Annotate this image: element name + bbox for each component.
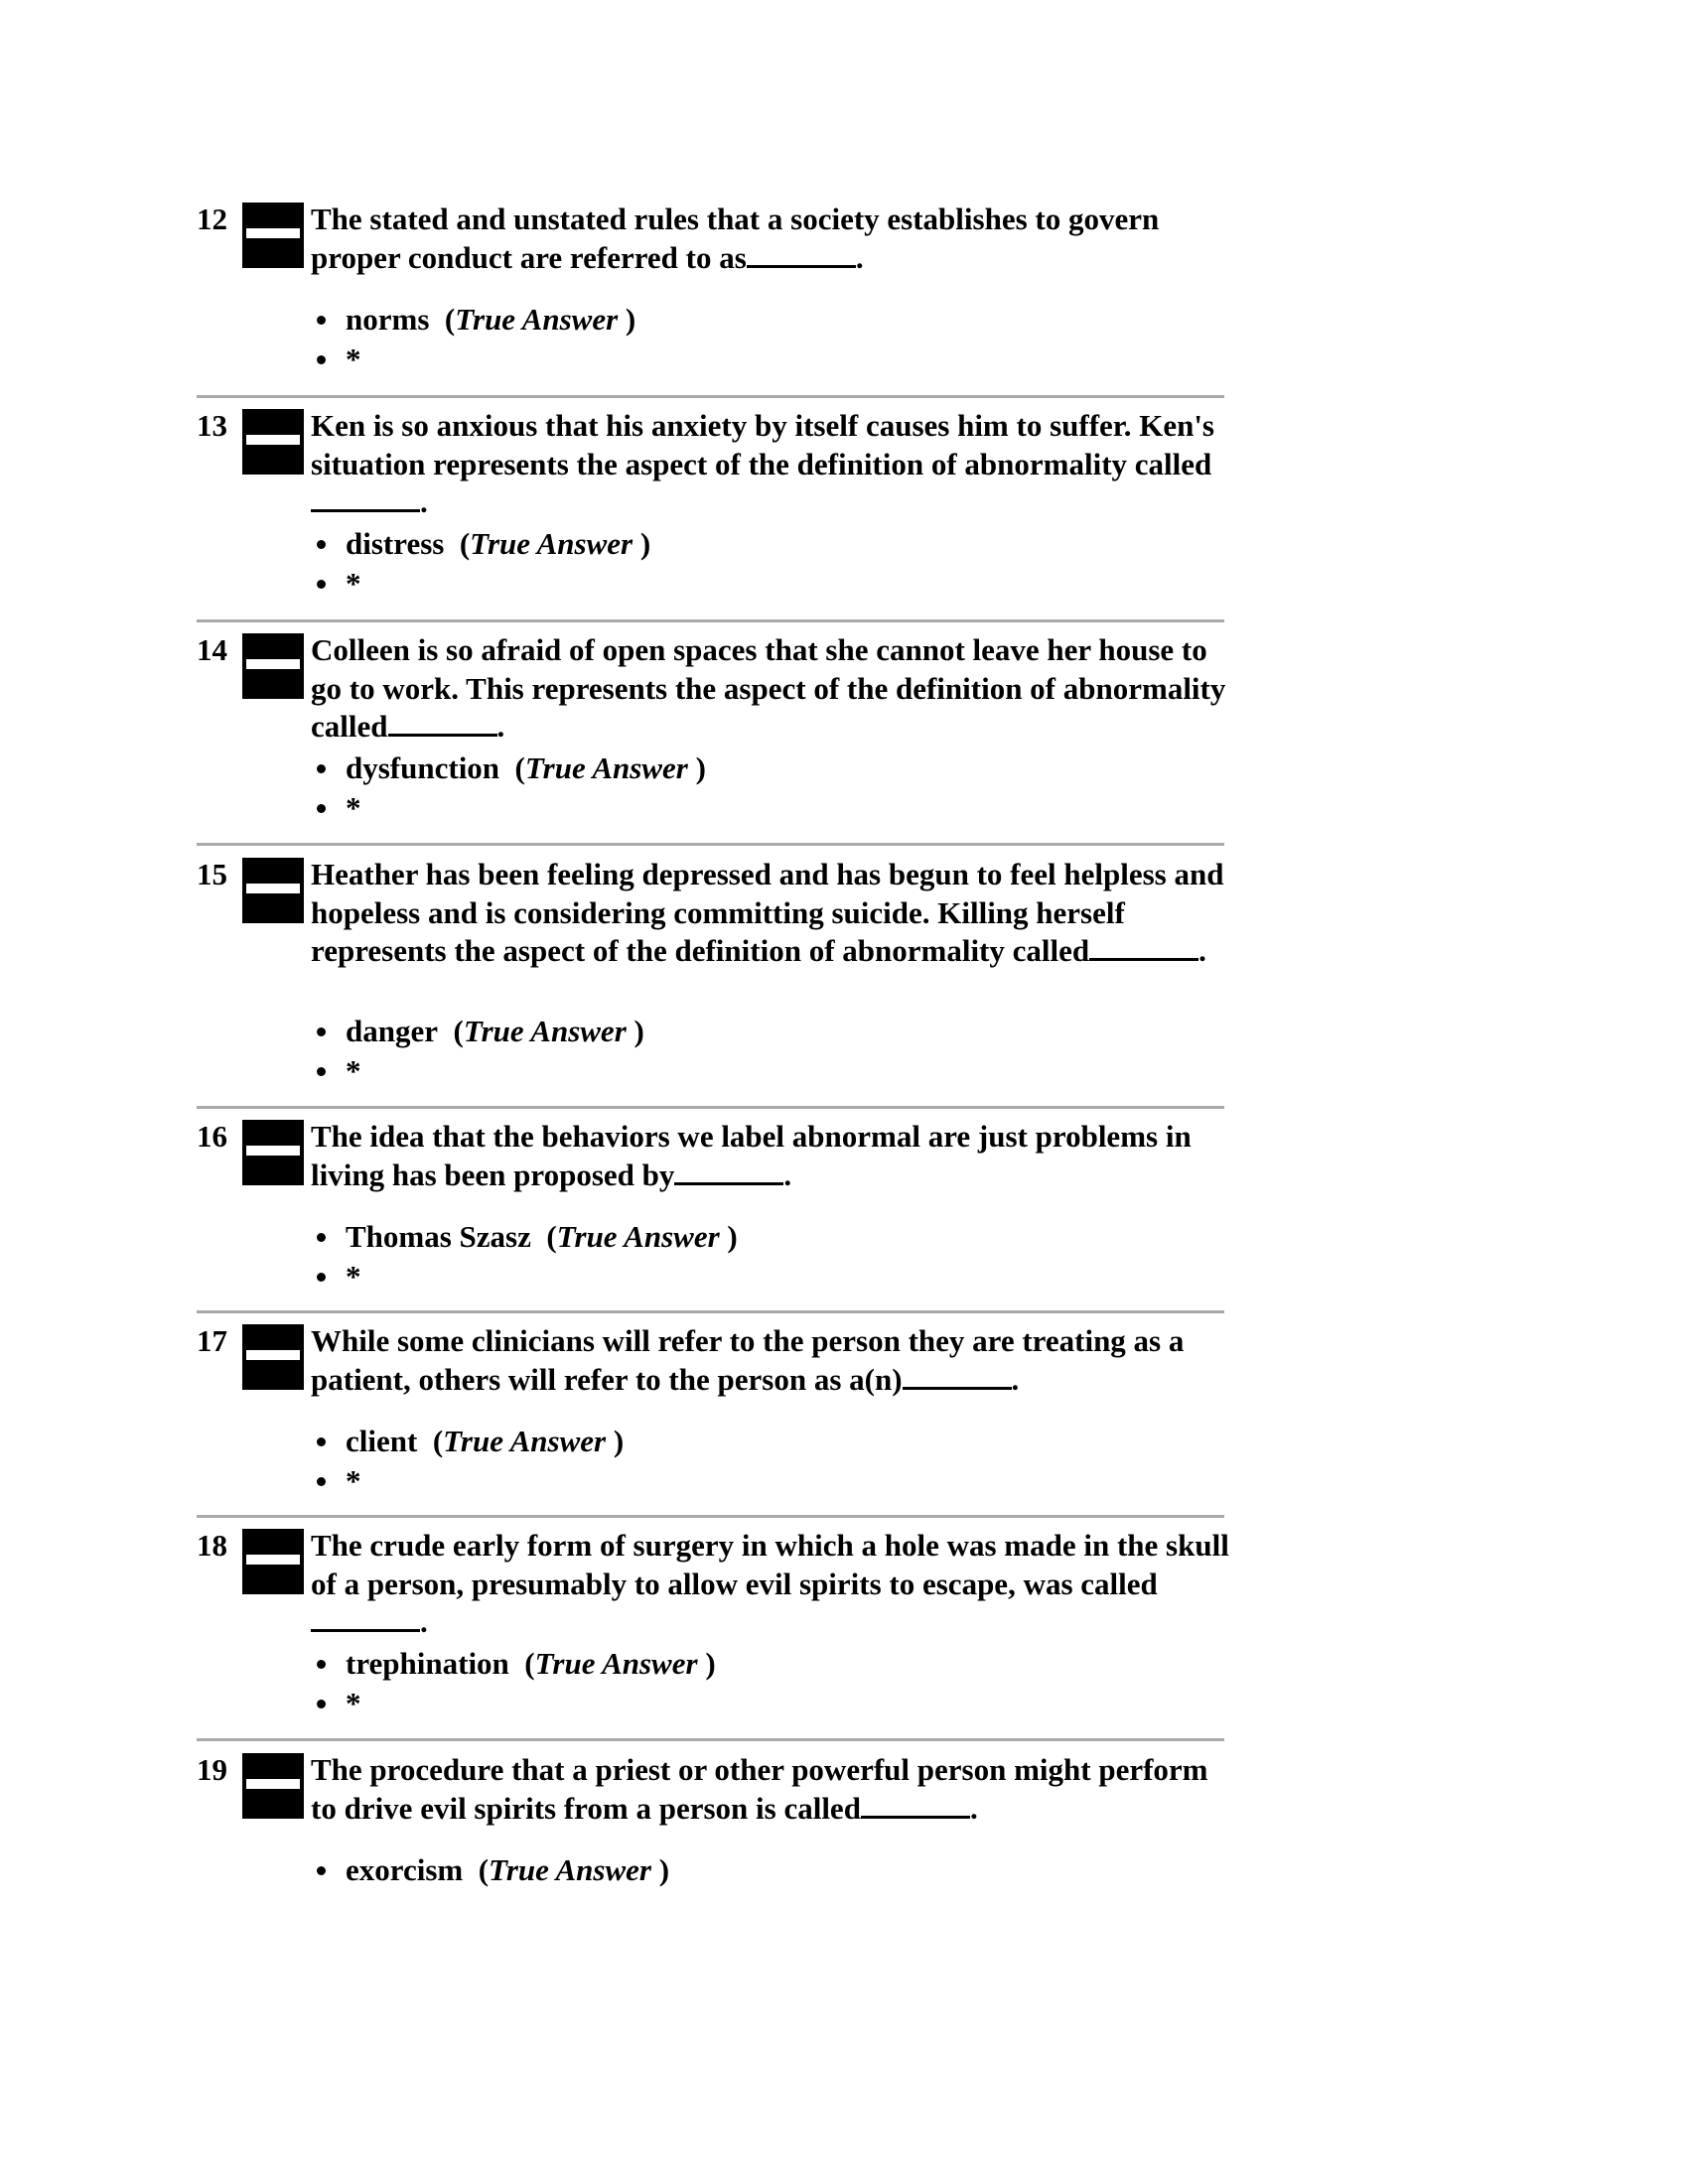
answer-blank: [388, 708, 497, 737]
answer-list: [316, 1217, 738, 1297]
collapse-icon[interactable]: [242, 203, 304, 268]
answer-option-extra: *: [316, 1684, 716, 1723]
question-text: The idea that the behaviors we label abnormal are just problems in living has been proposed by .: [311, 1119, 1192, 1192]
question-divider: [197, 1738, 1224, 1741]
true-answer-tag: True Answer: [470, 526, 633, 561]
true-answer-tag: True Answer: [534, 1646, 698, 1681]
answer-option-correct: exorcism (True Answer ): [316, 1850, 669, 1890]
collapse-icon[interactable]: [242, 409, 304, 475]
question-text: Heather has been feeling depressed and has begun to feel helpless and hopeless and is considering committing suicide. Killing herself represents the aspect of the definition of abnormality called .: [311, 857, 1224, 968]
answer-option-extra: *: [316, 564, 650, 604]
answer-option-extra: *: [316, 1257, 738, 1297]
answer-option-correct: danger (True Answer ): [316, 1012, 644, 1051]
answer-option-correct: client (True Answer ): [316, 1422, 624, 1461]
true-answer-tag: True Answer: [524, 751, 688, 785]
answer-blank: [747, 239, 856, 268]
true-answer-tag: True Answer: [489, 1852, 651, 1887]
question-divider: [197, 619, 1224, 622]
question-text: The crude early form of surgery in which a hole was made in the skull of a person, presumably to allow evil spirits to escape, was called.: [311, 1528, 1229, 1639]
question-text: Colleen is so afraid of open spaces that she cannot leave her house to go to work. This represents the aspect of the definition of abnormality called .: [311, 632, 1226, 744]
true-answer-tag: True Answer: [455, 302, 619, 337]
answer-blank: [311, 483, 420, 512]
answer-blank: [861, 1790, 970, 1819]
answer-option-extra: *: [316, 1051, 644, 1091]
answer-option-correct: distress (True Answer ): [316, 524, 650, 564]
answer-list: [316, 300, 635, 379]
collapse-icon[interactable]: [242, 633, 304, 699]
collapse-icon[interactable]: [242, 1529, 304, 1594]
answer-option-correct: trephination (True Answer ): [316, 1644, 716, 1684]
question-number: 12: [197, 202, 227, 236]
question-number: 17: [197, 1323, 227, 1358]
answer-list: [316, 524, 650, 604]
question-divider: [197, 843, 1224, 846]
answer-list: [316, 1850, 669, 1890]
question-number: 14: [197, 632, 227, 667]
collapse-icon[interactable]: [242, 1753, 304, 1819]
answer-option-correct: dysfunction (True Answer ): [316, 749, 706, 788]
answer-option-extra: *: [316, 788, 706, 828]
question-text: The procedure that a priest or other powerful person might perform to drive evil spirits from a person is called .: [311, 1752, 1208, 1826]
answer-list: [316, 1422, 624, 1501]
question-text: While some clinicians will refer to the person they are treating as a patient, others will refer to the person as a(n) .: [311, 1323, 1185, 1397]
question-number: 18: [197, 1528, 227, 1563]
collapse-icon[interactable]: [242, 1120, 304, 1185]
question-text: The stated and unstated rules that a society establishes to govern proper conduct are referred to as .: [311, 202, 1160, 275]
question-number: 19: [197, 1752, 227, 1787]
true-answer-tag: True Answer: [443, 1424, 607, 1458]
question-text: Ken is so anxious that his anxiety by itself causes him to suffer. Ken's situation represents the aspect of the definition of abnormality called.: [311, 408, 1214, 519]
collapse-icon[interactable]: [242, 1324, 304, 1390]
true-answer-tag: True Answer: [463, 1014, 627, 1048]
question-number: 15: [197, 857, 227, 891]
collapse-icon[interactable]: [242, 858, 304, 923]
question-divider: [197, 1310, 1224, 1313]
answer-blank: [674, 1157, 783, 1185]
answer-list: [316, 749, 706, 828]
answer-blank: [311, 1603, 420, 1632]
answer-option-extra: *: [316, 340, 635, 379]
question-divider: [197, 1515, 1224, 1518]
answer-list: [316, 1644, 716, 1723]
true-answer-tag: True Answer: [556, 1219, 720, 1254]
question-divider: [197, 1106, 1224, 1109]
answer-blank: [903, 1361, 1012, 1390]
answer-list: [316, 1012, 644, 1091]
question-number: 16: [197, 1119, 227, 1154]
answer-option-extra: *: [316, 1461, 624, 1501]
question-divider: [197, 395, 1224, 398]
question-number: 13: [197, 408, 227, 443]
answer-blank: [1089, 932, 1198, 961]
answer-option-correct: norms (True Answer ): [316, 300, 635, 340]
answer-option-correct: Thomas Szasz (True Answer ): [316, 1217, 738, 1257]
